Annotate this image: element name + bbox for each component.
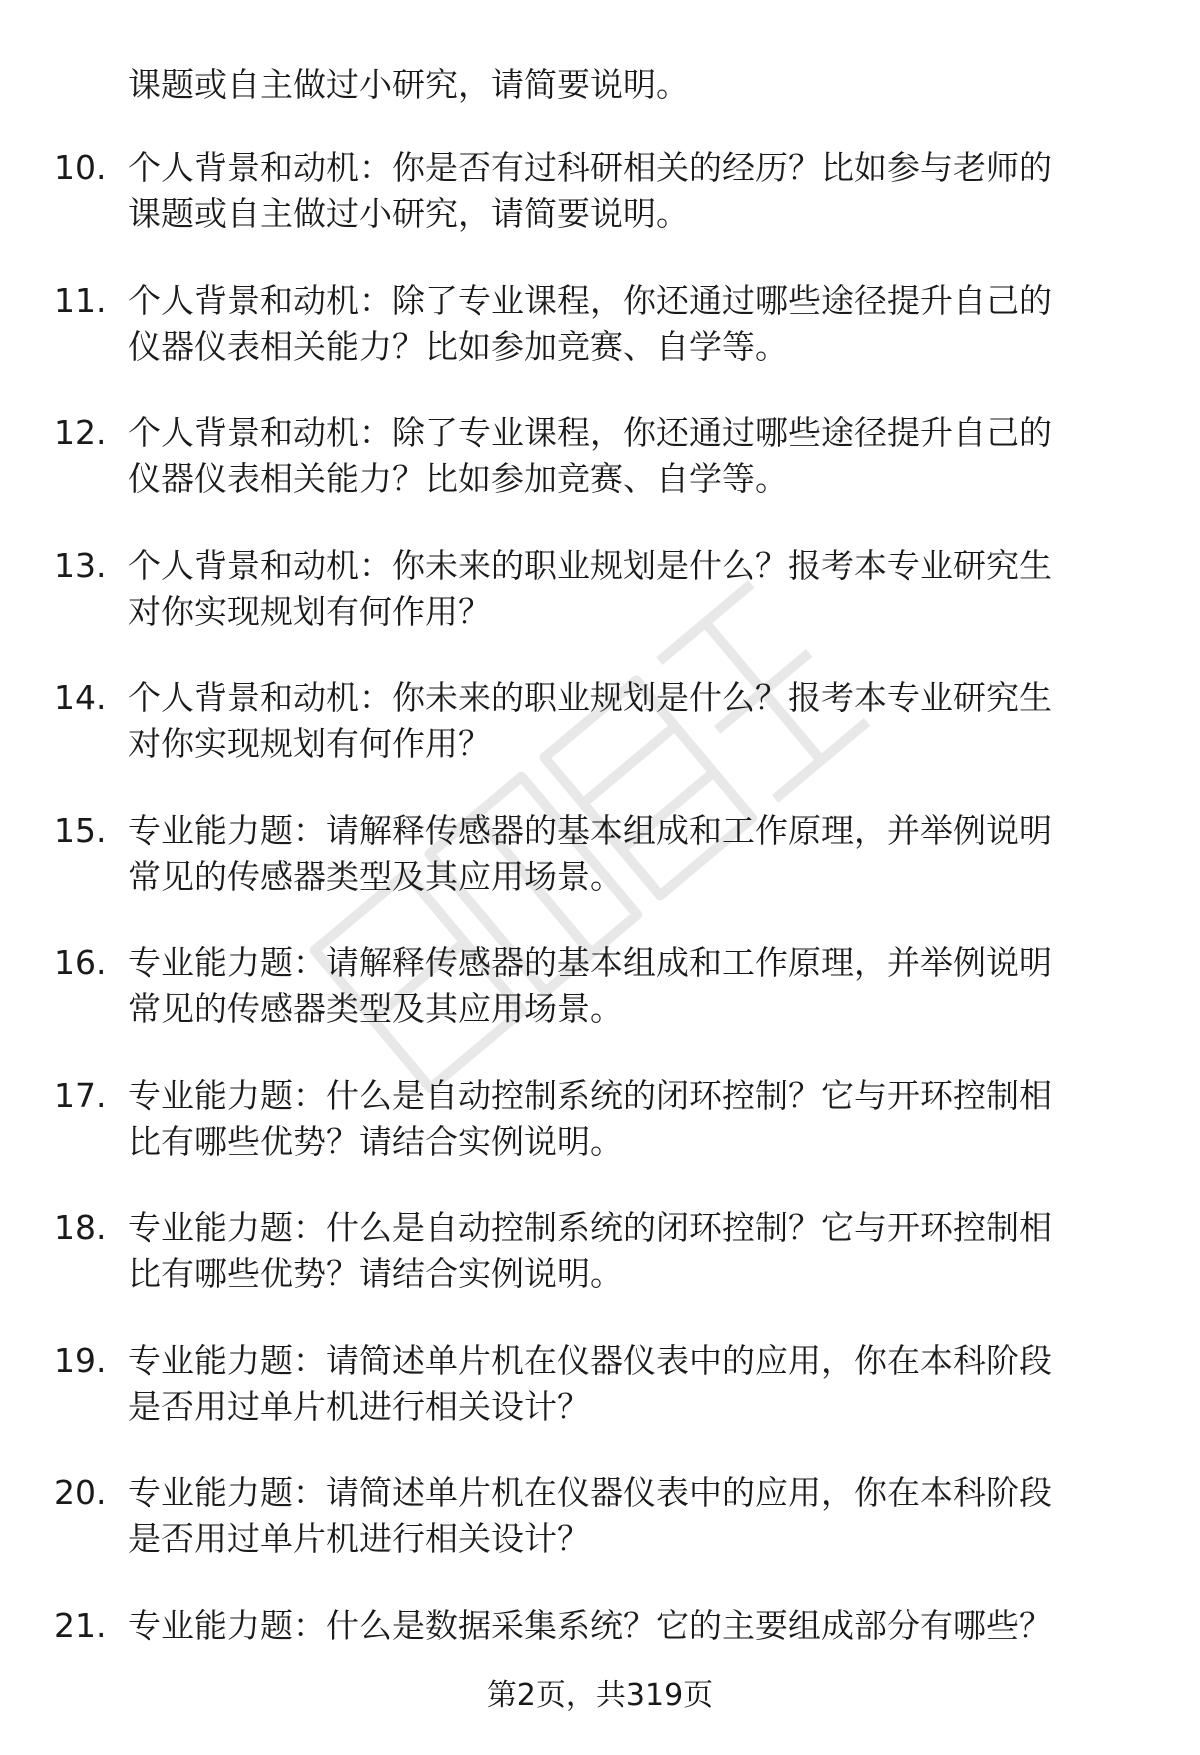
question-line: 专业能力题：什么是数据采集系统？它的主要组成部分有哪些？ [128, 1605, 1052, 1645]
question-item [0, 940, 1200, 1073]
question-line: 专业能力题：请解释传感器的基本组成和工作原理，并举例说明 [128, 943, 1052, 982]
question-text [128, 1470, 1148, 1562]
question-list [0, 145, 1200, 1735]
question-line: 常见的传感器类型及其应用场景。 [128, 989, 623, 1028]
question-item [0, 1073, 1200, 1206]
question-line: 专业能力题：什么是自动控制系统的闭环控制？它与开环控制相 [128, 1208, 1052, 1247]
question-number: 17. [54, 1075, 107, 1115]
question-item [0, 1470, 1200, 1603]
question-line: 是否用过单片机进行相关设计？ [128, 1519, 590, 1558]
question-item [0, 410, 1200, 543]
question-number: 14. [54, 678, 107, 717]
question-number: 10. [54, 148, 107, 187]
question-line: 专业能力题：请简述单片机在仪器仪表中的应用，你在本科阶段 [128, 1473, 1052, 1512]
page-footer: 第2页，共319页 [486, 1678, 714, 1713]
question-line: 课题或自主做过小研究，请简要说明。 [128, 194, 689, 233]
question-line: 个人背景和动机：你未来的职业规划是什么？报考本专业研究生 [128, 545, 1052, 585]
question-item [0, 1205, 1200, 1338]
question-line: 对你实现规划有何作用？ [128, 591, 491, 631]
question-line: 对你实现规划有何作用？ [128, 724, 491, 763]
question-text [128, 410, 1148, 502]
question-item [0, 543, 1200, 676]
question-line: 常见的传感器类型及其应用场景。 [128, 856, 623, 896]
question-number: 12. [54, 413, 107, 452]
question-text [128, 675, 1148, 767]
question-line: 个人背景和动机：你是否有过科研相关的经历？比如参与老师的 [128, 148, 1052, 187]
question-line: 个人背景和动机：除了专业课程，你还通过哪些途径提升自己的 [128, 413, 1052, 452]
question-line: 比有哪些优势？请结合实例说明。 [128, 1254, 623, 1293]
question-number: 13. [54, 545, 107, 585]
continuation-line: 课题或自主做过小研究，请简要说明。 [128, 65, 689, 104]
question-line: 仪器仪表相关能力？比如参加竞赛、自学等。 [128, 326, 788, 366]
question-text [128, 940, 1148, 1032]
question-line: 仪器仪表相关能力？比如参加竞赛、自学等。 [128, 459, 788, 498]
question-line: 比有哪些优势？请结合实例说明。 [128, 1121, 623, 1161]
question-item [0, 808, 1200, 941]
question-number: 16. [54, 943, 107, 982]
question-item [0, 145, 1200, 278]
question-text [128, 543, 1148, 635]
question-number: 20. [54, 1473, 107, 1512]
question-text [128, 808, 1148, 900]
question-line: 是否用过单片机进行相关设计？ [128, 1386, 590, 1426]
question-text [128, 1073, 1148, 1165]
question-text [128, 1338, 1148, 1430]
question-line: 个人背景和动机：你未来的职业规划是什么？报考本专业研究生 [128, 678, 1052, 717]
question-line: 专业能力题：请解释传感器的基本组成和工作原理，并举例说明 [128, 810, 1052, 850]
question-item [0, 1338, 1200, 1471]
question-text [128, 278, 1148, 370]
question-text [128, 1603, 1148, 1649]
question-line: 个人背景和动机：除了专业课程，你还通过哪些途径提升自己的 [128, 280, 1052, 320]
question-number: 11. [54, 280, 107, 320]
question-line: 专业能力题：什么是自动控制系统的闭环控制？它与开环控制相 [128, 1075, 1052, 1115]
question-number: 19. [54, 1340, 107, 1380]
question-text [128, 1205, 1148, 1297]
question-line: 专业能力题：请简述单片机在仪器仪表中的应用，你在本科阶段 [128, 1340, 1052, 1380]
question-item [0, 675, 1200, 808]
question-number: 21. [54, 1605, 107, 1645]
question-item [0, 278, 1200, 411]
question-number: 15. [54, 810, 107, 850]
question-text [128, 145, 1148, 237]
question-number: 18. [54, 1208, 107, 1247]
